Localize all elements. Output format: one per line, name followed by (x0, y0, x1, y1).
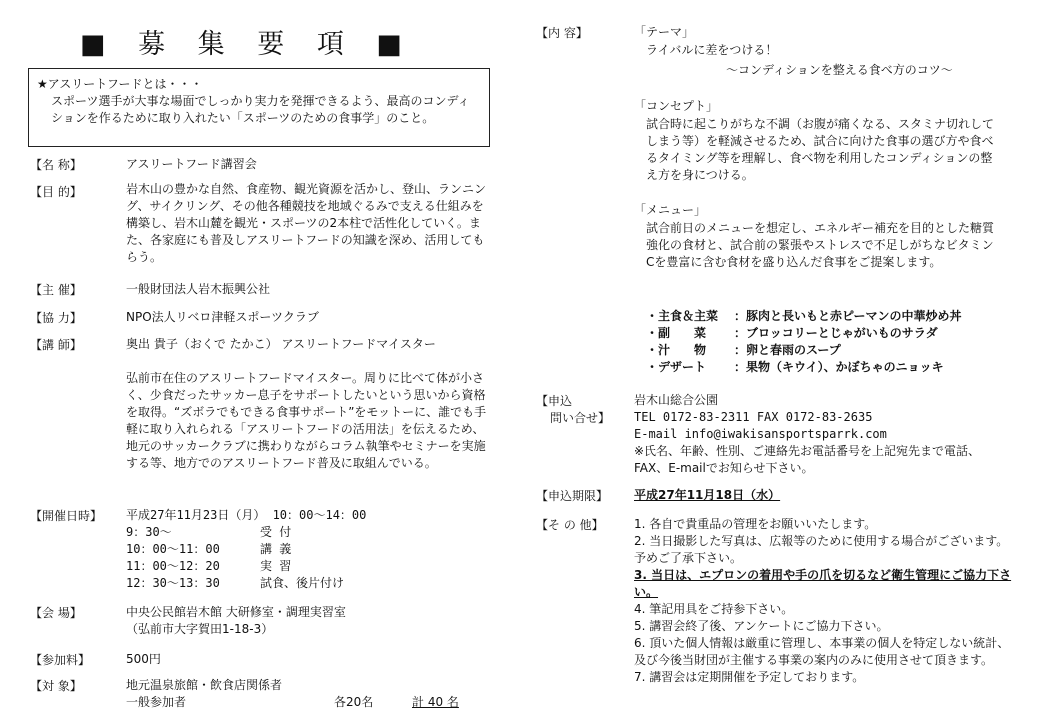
lecturer-bio: 弘前市在住のアスリートフードマイスター。周りに比べて体が小さく、少食だったサッカー息子をサポートしたいという思いから資格を取得。“ズボラでもできる食事サポート”をモットーに、誰でも手軽に取り入れられる「アスリートフードの活用法」を伝えるため、地元のサッカークラブに携わりながらコラム執筆やセミナーを実施する等、地方でのアスリートフード普及に取組んでいる。 (126, 371, 487, 470)
apply-email: E-mail info@iwakisansportsparrk.com (634, 427, 887, 441)
target-label: 【対 象】 (30, 679, 82, 693)
schedule-item: 受 付 (260, 525, 292, 539)
deadline-label: 【申込期限】 (536, 489, 609, 503)
datetime-label: 【開催日時】 (30, 509, 103, 523)
coop-value: NPO法人リベロ津軽スポーツクラブ (126, 310, 319, 324)
other-item: 5. 講習会終了後、アンケートにご協力下さい。 (634, 619, 889, 633)
apply-label-1: 【申込 (536, 394, 573, 408)
dish-value: ：ブロッコリーとじゃがいものサラダ (734, 326, 938, 340)
schedule-time: 11：00～12：20 (126, 559, 220, 573)
venue-address: （弘前市大字賀田1-18-3） (126, 622, 274, 636)
other-item: 6. 頂いた個人情報は厳重に管理し、本事業の個人を特定しない統計、及び今後当財団が主催する事業の案内のみに使用させて頂きます。 (634, 636, 1010, 667)
apply-tel: TEL 0172-83-2311 FAX 0172-83-2635 (634, 410, 873, 424)
datetime-value: 平成27年11月23日（月） 10：00～14：00 (126, 508, 367, 522)
apply-note: ※氏名、年齢、性別、ご連絡先お電話番号を上記宛先まで電話、FAX、E-mailでお知らせ下さい。 (634, 444, 981, 475)
other-item: 2. 当日撮影した写真は、広報等のために使用する場合がございます。予めご了承下さい。 (634, 534, 1009, 565)
target-count: 各20名 (334, 695, 374, 709)
dish-key: ・主食＆主菜 (646, 309, 719, 323)
schedule-item: 実 習 (260, 559, 292, 573)
venue-label: 【会 場】 (30, 606, 82, 620)
schedule-time: 9：30～ (126, 525, 172, 539)
purpose-label: 【目 的】 (30, 185, 82, 199)
concept-head: 「コンセプト」 (634, 99, 719, 113)
apply-label-2: 問い合せ】 (550, 411, 611, 425)
lecturer-value: 奥出 貴子（おくで たかこ） アスリートフードマイスター (126, 337, 436, 351)
theme-line2: ～コンディションを整える食べ方のコツ～ (726, 63, 953, 77)
menu-body: 試合前日のメニューを想定し、エネルギー補充を目的とした糖質強化の食材と、試合前の緊張やストレスで不足しがちなビタミンCを豊富に含む食材を盛り込んだ食事をご提案します。 (646, 221, 995, 269)
other-item: 1. 各自で貴重品の管理をお願いいたします。 (634, 517, 877, 531)
menu-head: 「メニュー」 (634, 203, 707, 217)
dish-value: ：果物（キウイ）、かぼちゃのニョッキ (734, 360, 944, 374)
content-label: 【内 容】 (536, 26, 588, 40)
purpose-value: 岩木山の豊かな自然、食産物、観光資源を活かし、登山、ランニング、サイクリング、その他各種競技を地域ぐるみで支える仕組みを構築し、岩木山麓を観光・スポーツの2本柱で活性化していく。また、各家庭にも普及しアスリートフードの知識を深め、活用してもらう。 (126, 182, 487, 264)
dish-value: ：卵と春雨のスープ (734, 343, 841, 357)
name-value: アスリートフード講習会 (126, 157, 257, 171)
dish-key: ・副 菜 (646, 326, 707, 340)
host-label: 【主 催】 (30, 283, 82, 297)
dish-list (646, 308, 962, 376)
intro-box (28, 68, 490, 147)
target-line2: 一般参加者 (126, 695, 187, 709)
schedule-item: 講 義 (260, 542, 292, 556)
other-item: 4. 筆記用具をご持参下さい。 (634, 602, 794, 616)
coop-label: 【協 力】 (30, 311, 82, 325)
theme-head: 「テーマ」 (634, 25, 695, 39)
lecturer-label: 【講 師】 (30, 338, 82, 352)
target-total: 計 40 名 (412, 695, 459, 709)
schedule-time: 12：30～13：30 (126, 576, 220, 590)
theme-line1: ライバルに差をつける！ (646, 43, 778, 57)
apply-org: 岩木山総合公園 (634, 393, 719, 407)
dish-key: ・汁 物 (646, 343, 707, 357)
name-label: 【名 称】 (30, 158, 82, 172)
other-list (634, 516, 1014, 686)
dish-value: ：豚肉と長いもと赤ピーマンの中華炒め丼 (734, 309, 962, 323)
intro-body: スポーツ選手が大事な場面でしっかり実力を発揮できるよう、最高のコンディションを作るために取り入れたい「スポーツのための食事学」のこと。 (51, 94, 470, 125)
page-title: ■ 募 集 要 項 ■ (80, 29, 414, 60)
other-item: 3. 当日は、エプロンの着用や手の爪を切るなど衛生管理にご協力下さい。 (634, 568, 1012, 599)
fee-label: 【参加料】 (30, 653, 91, 667)
deadline-value: 平成27年11月18日（水） (634, 488, 781, 502)
schedule (126, 524, 344, 592)
schedule-item: 試食、後片付け (260, 576, 345, 590)
venue-value: 中央公民館岩木館 大研修室・調理実習室 (126, 605, 346, 619)
dish-key: ・デザート (646, 360, 707, 374)
intro-heading: ★アスリートフードとは・・・ (37, 77, 203, 91)
other-item: 7. 講習会は定期開催を予定しております。 (634, 670, 865, 684)
other-label: 【そ の 他】 (536, 518, 604, 532)
target-line1: 地元温泉旅館・飲食店関係者 (126, 678, 283, 692)
concept-body: 試合時に起こりがちな不調（お腹が痛くなる、スタミナ切れしてしまう等）を軽減させるため、試合に向けた食事の選び方や食べるタイミング等を理解し、食べ物を利用したコンディションの整え方を身につける。 (646, 117, 995, 182)
host-value: 一般財団法人岩木振興公社 (126, 282, 271, 296)
schedule-time: 10：00～11：00 (126, 542, 220, 556)
fee-value: 500円 (126, 652, 161, 666)
